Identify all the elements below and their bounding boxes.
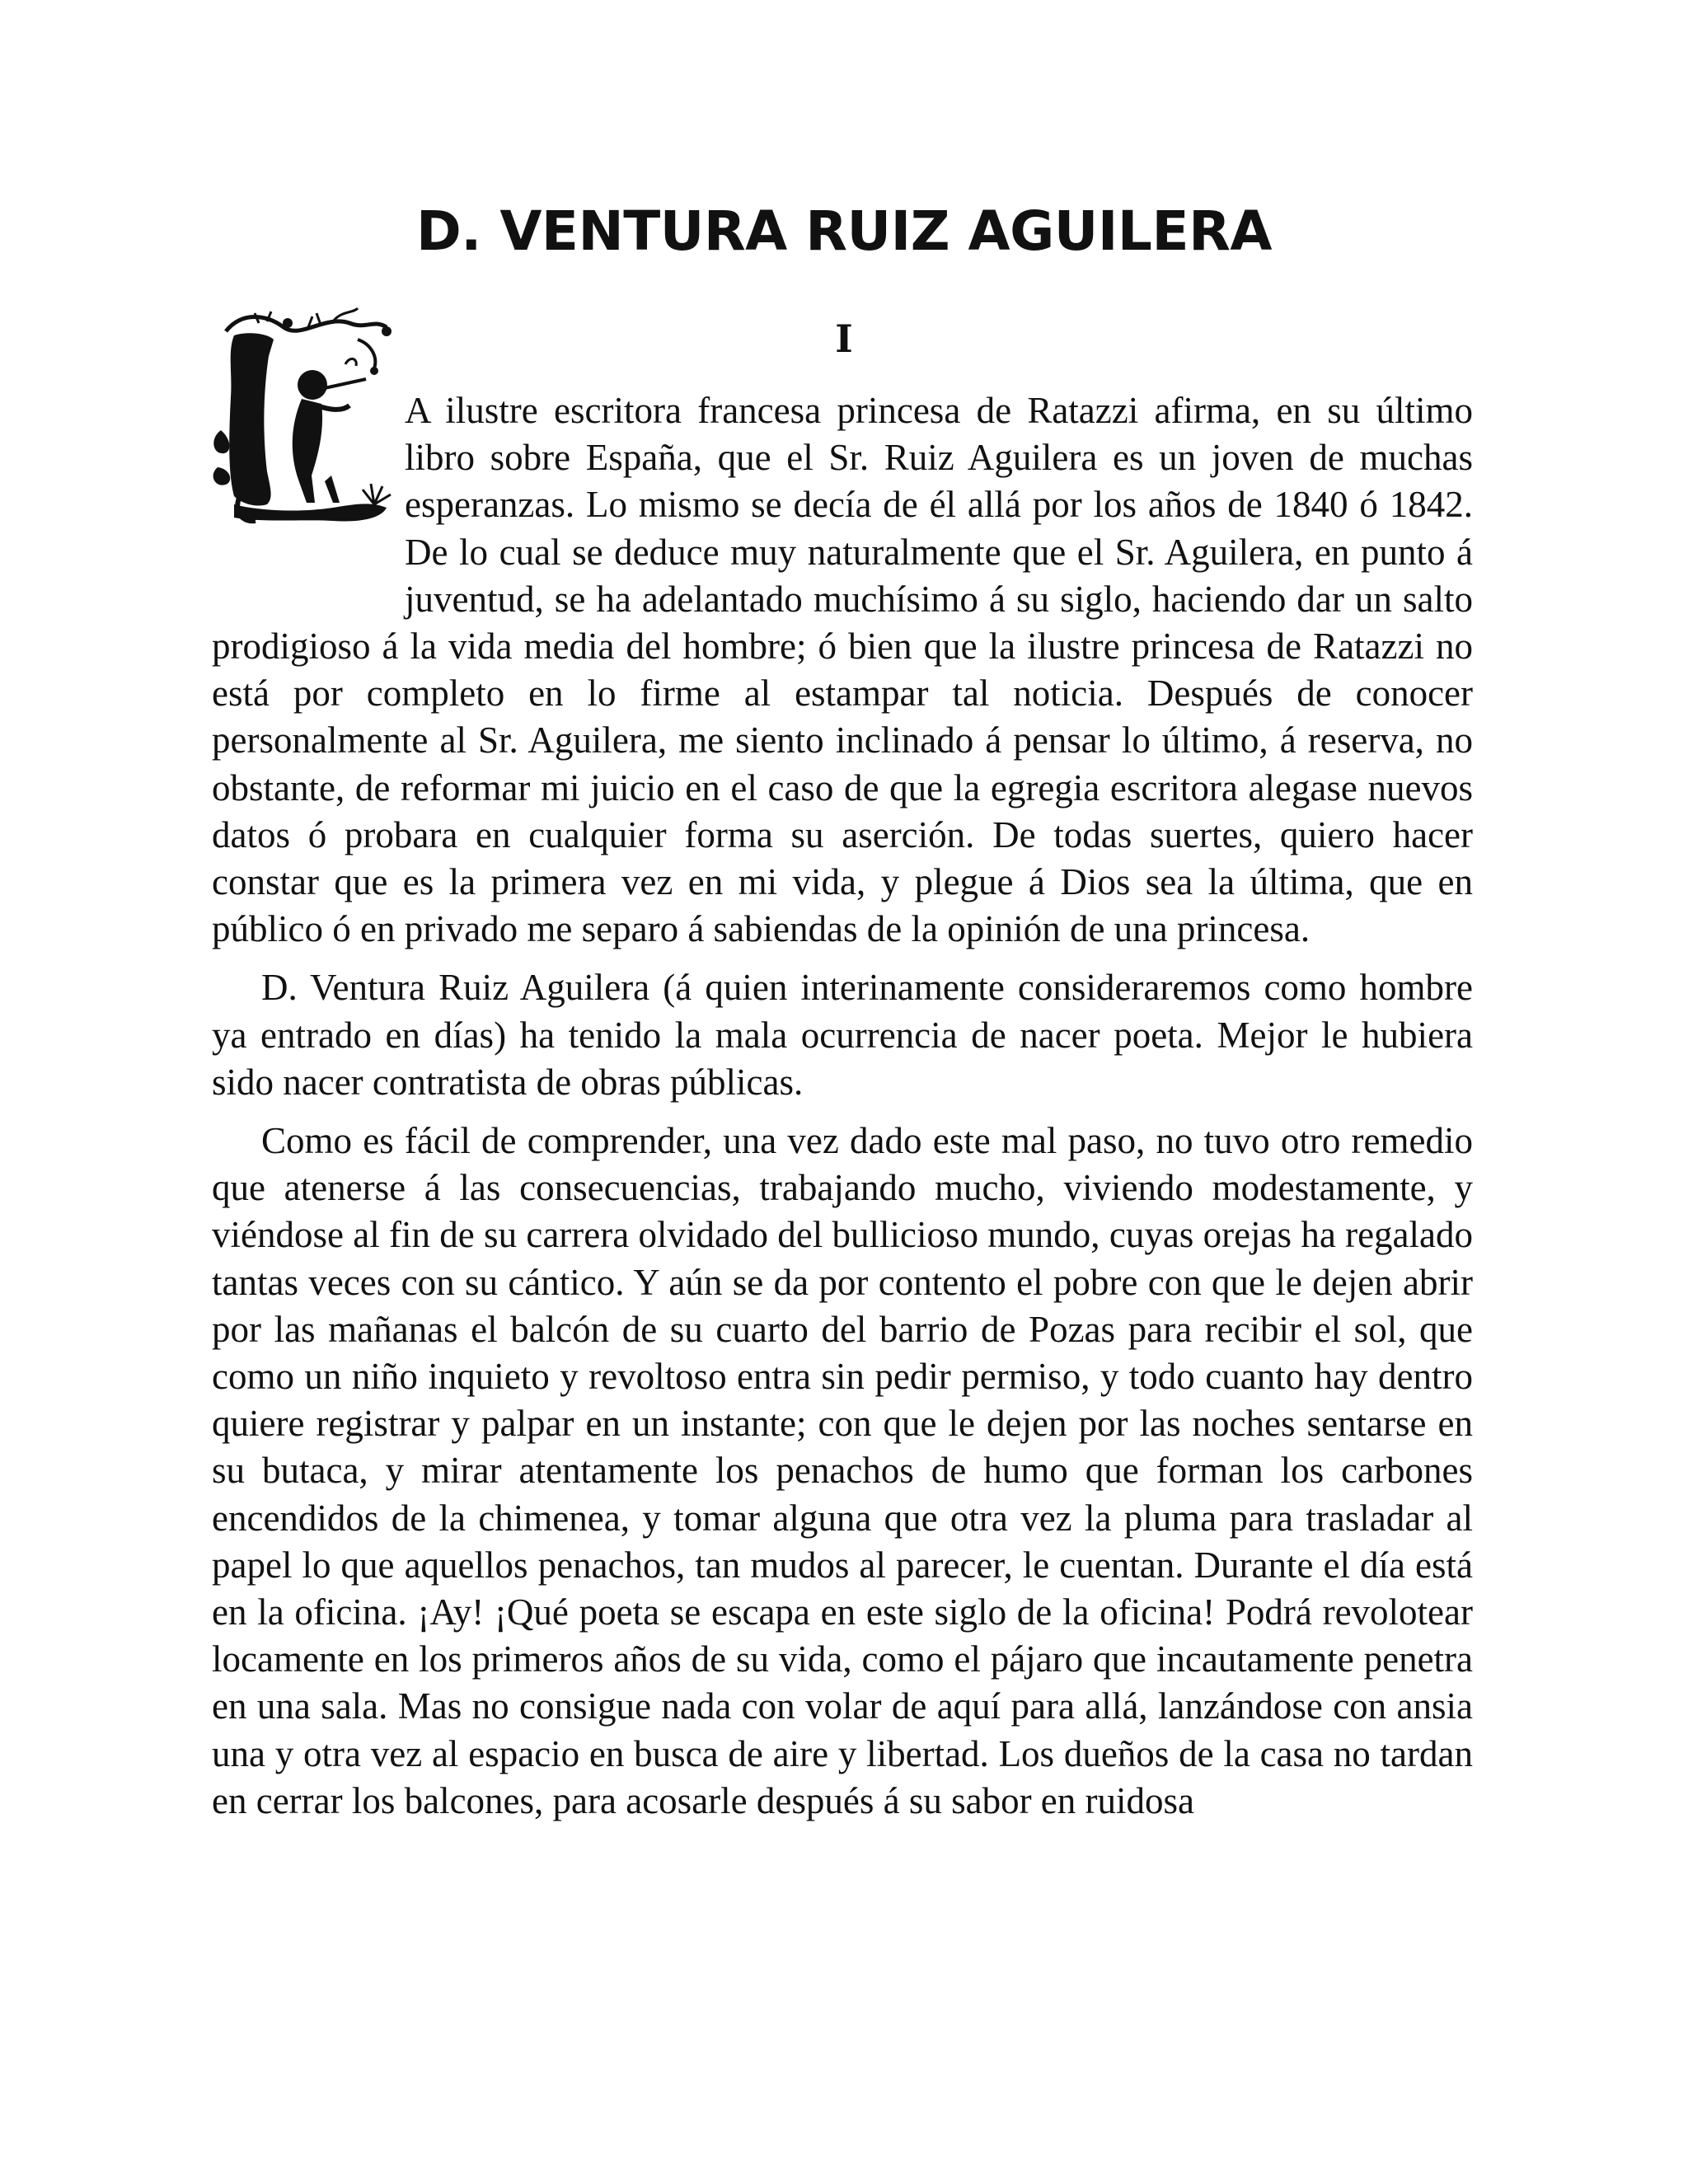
paragraph-1: [212, 387, 1473, 953]
section-number: I: [835, 316, 853, 361]
paragraph-2: D. Ventura Ruiz Aguilera (á quien interinamente consideraremos como hombre ya entrado en días) ha tenido la mala ocurrencia de nacer poeta. Mejor le hubiera sido nacer contratista de obras públicas.: [212, 967, 1473, 1103]
body-text: [212, 387, 1473, 1825]
page-title: D. VENTURA RUIZ AGUILERA: [416, 199, 1272, 263]
drop-cap-space: [212, 387, 403, 577]
paragraph-1-text: A ilustre escritora francesa princesa de Ratazzi afirma, en su último libro sobre España, que el Sr. Ruiz Aguilera es un joven de muchas esperanzas. Lo mismo se decía de él allá por los años de 1840 ó 1842. De lo cual se deduce muy naturalmente que el Sr. Aguilera, en punto á juventud, se ha adelantado muchísimo á su siglo, haciendo dar un salto prodigioso á la vida media del hombre; ó bien que la ilustre princesa de Ratazzi no está por completo en lo firme al estampar tal noticia. Después de conocer personalmente al Sr. Aguilera, me siento inclinado á pensar lo último, á reserva, no obstante, de reformar mi juicio en el caso de que la egregia escritora alegase nuevos datos ó probara en cualquier forma su aserción. De todas suertes, quiero hacer constar que es la primera vez en mi vida, y plegue á Dios sea la última, que en público ó en privado me separo á sabiendas de la opinión de una princesa.: [212, 390, 1473, 950]
paragraph-3: Como es fácil de comprender, una vez dado este mal paso, no tuvo otro remedio que atenerse á las consecuencias, trabajando mucho, viviendo modestamente, y viéndose al fin de su carrera olvidado del bullicioso mundo, cuyas orejas ha regalado tantas veces con su cántico. Y aún se da por contento el pobre con que le dejen abrir por las mañanas el balcón de su cuarto del barrio de Pozas para recibir el sol, que como un niño inquieto y revoltoso entra sin pedir permiso, y todo cuanto hay dentro quiere registrar y palpar en un instante; con que le dejen por las noches sentarse en su butaca, y mirar atentamente los penachos de humo que forman los carbones encendidos de la chimenea, y tomar alguna que otra vez la pluma para trasladar al papel lo que aquellos penachos, tan mudos al parecer, le cuentan. Durante el día está en la oficina. ¡Ay! ¡Qué poeta se escapa en este siglo de la oficina! Podrá revolotear locamente en los primeros años de su vida, como el pájaro que incautamente penetra en una sala. Mas no consigue nada con volar de aquí para allá, lanzándose con ansia una y otra vez al espacio en busca de aire y libertad. Los dueños de la casa no tardan en cerrar los balcones, para acosarle después á su sabor en ruidosa: [212, 1120, 1473, 1821]
